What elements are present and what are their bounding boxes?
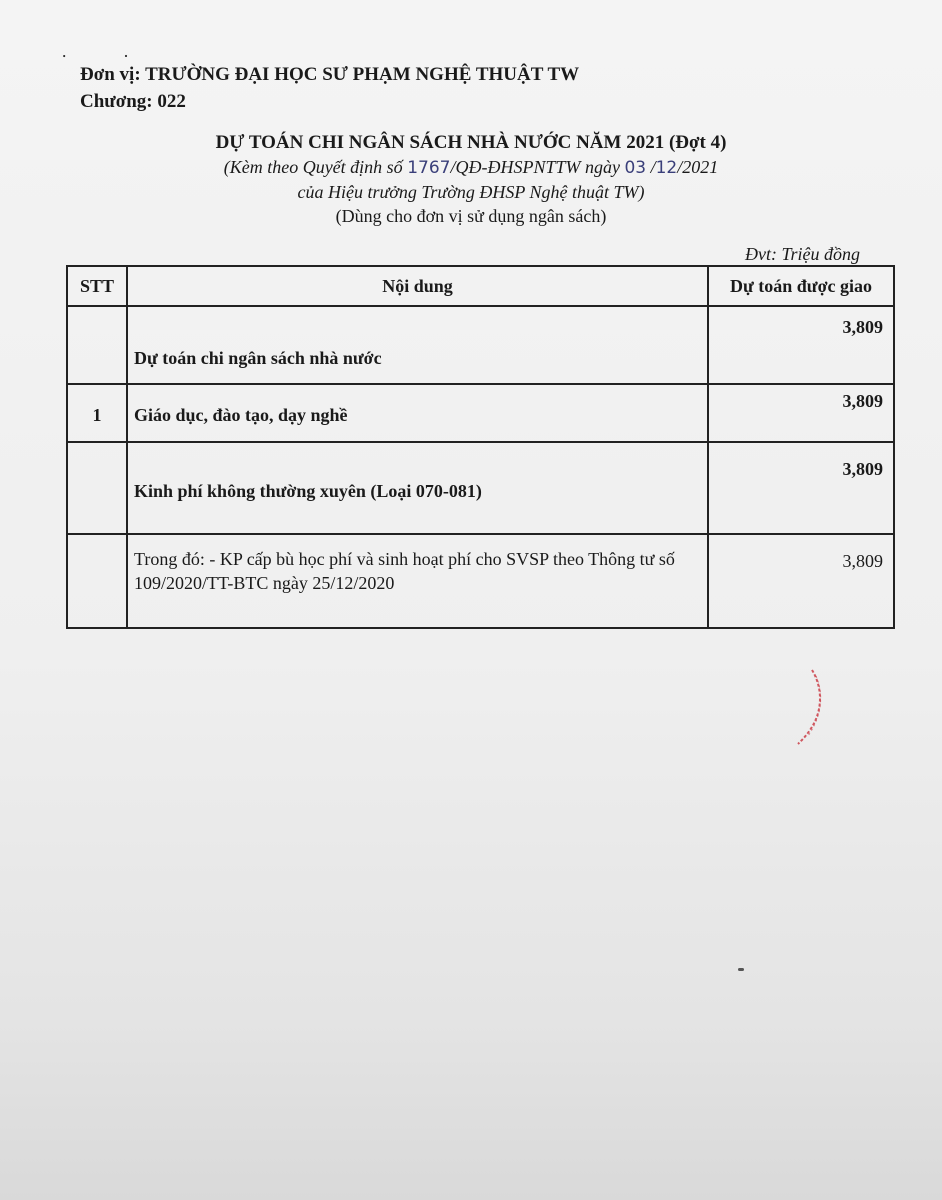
decision-prefix: (Kèm theo Quyết định số bbox=[223, 157, 408, 177]
unit-note: Đvt: Triệu đồng bbox=[745, 244, 860, 264]
table-row bbox=[67, 442, 894, 534]
row-content: Kinh phí không thường xuyên (Loại 070-081) bbox=[127, 442, 708, 534]
issuer-line: của Hiệu trưởng Trường ĐHSP Nghệ thuật TW) bbox=[297, 182, 645, 202]
table-row bbox=[67, 306, 894, 384]
paper-speck bbox=[738, 968, 744, 971]
row-stt bbox=[67, 306, 127, 384]
document-title: DỰ TOÁN CHI NGÂN SÁCH NHÀ NƯỚC NĂM 2021 (Đợt 4) bbox=[215, 132, 727, 153]
header-amount: Dự toán được giao bbox=[708, 266, 894, 306]
unit-label: Đơn vị: TRƯỜNG ĐẠI HỌC SƯ PHẠM NGHỆ THUẬT TW bbox=[80, 64, 580, 85]
header-stt: STT bbox=[67, 266, 127, 306]
row-stt bbox=[67, 534, 127, 628]
decision-month-sep: / bbox=[646, 157, 656, 177]
decision-month-handwritten: 12 bbox=[655, 158, 678, 178]
row-content: Dự toán chi ngân sách nhà nước bbox=[127, 306, 708, 384]
table-row bbox=[67, 384, 894, 442]
decision-number-handwritten: 1767 bbox=[407, 158, 451, 178]
budget-table bbox=[66, 265, 895, 629]
row-amount: 3,809 bbox=[708, 534, 894, 628]
row-stt bbox=[67, 442, 127, 534]
stamp-edge-mark bbox=[788, 666, 828, 752]
row-amount: 3,809 bbox=[708, 442, 894, 534]
table-row bbox=[67, 534, 894, 628]
punch-marks: ∙ · bbox=[62, 46, 155, 66]
decision-reference bbox=[0, 157, 942, 178]
row-amount: 3,809 bbox=[708, 384, 894, 442]
row-content: Giáo dục, đào tạo, dạy nghề bbox=[127, 384, 708, 442]
chapter-label: Chương: 022 bbox=[80, 91, 186, 112]
row-amount: 3,809 bbox=[708, 306, 894, 384]
usage-note: (Dùng cho đơn vị sử dụng ngân sách) bbox=[335, 206, 607, 226]
decision-year: /2021 bbox=[677, 157, 719, 177]
header-content: Nội dung bbox=[127, 266, 708, 306]
table-header-row bbox=[67, 266, 894, 306]
decision-middle: /QĐ-ĐHSPNTTW ngày bbox=[450, 157, 625, 177]
row-content: Trong đó: - KP cấp bù học phí và sinh hoạt phí cho SVSP theo Thông tư số 109/2020/TT-BTC ngày 25/12/2020 bbox=[127, 534, 708, 628]
row-stt: 1 bbox=[67, 384, 127, 442]
decision-day-handwritten: 03 bbox=[624, 158, 647, 178]
